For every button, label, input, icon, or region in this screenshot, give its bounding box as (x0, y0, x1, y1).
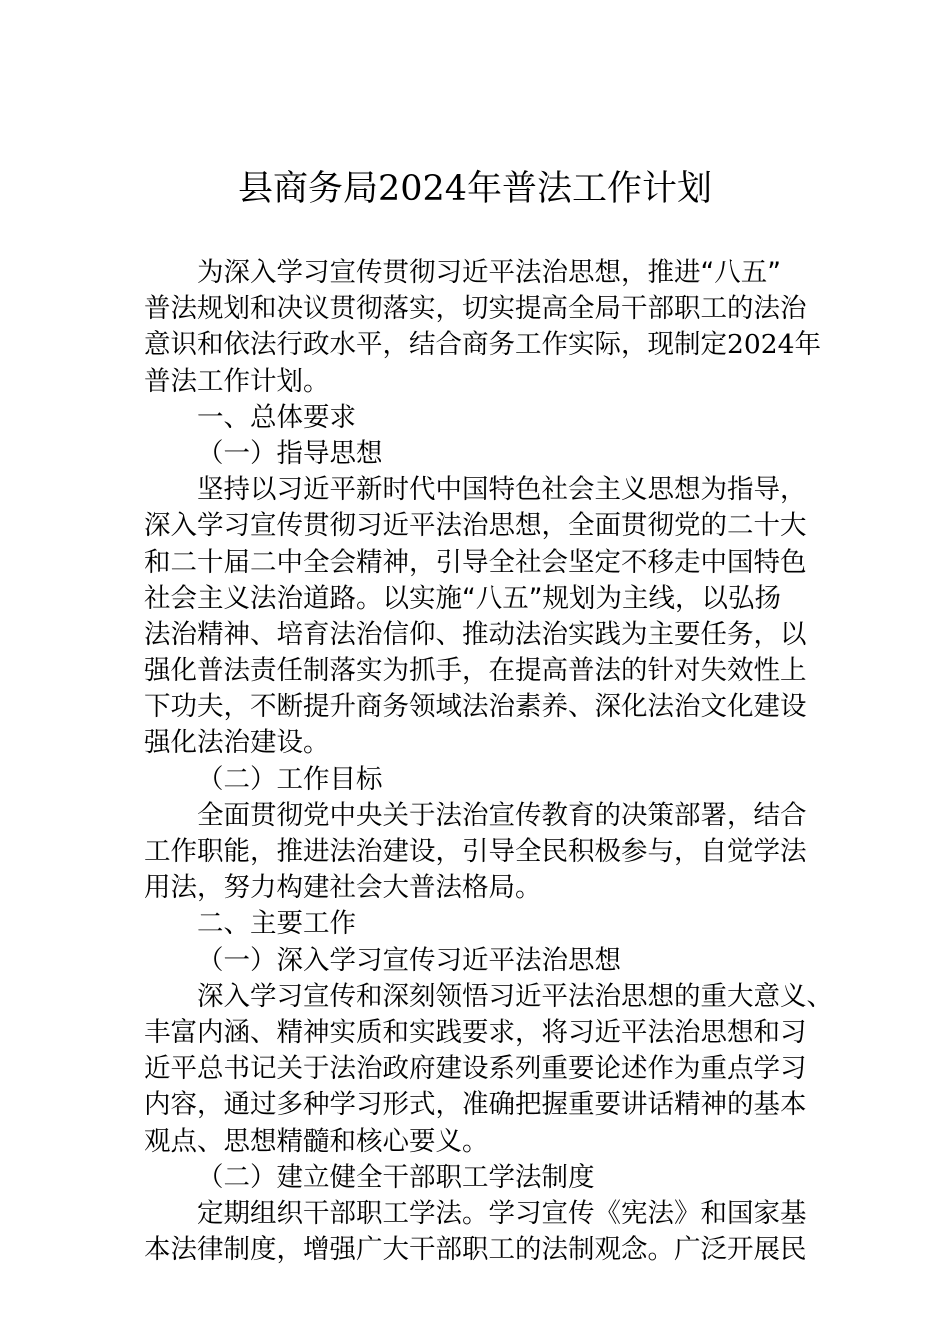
text-line: 一、总体要求 (197, 401, 356, 433)
text-line: 深入学习宣传和深刻领悟习近平法治思想的重大意义、 (197, 980, 833, 1012)
text-line: （二）工作目标 (197, 763, 383, 795)
text-line: 工作职能，推进法治建设，引导全民积极参与，自觉学法 (144, 836, 807, 867)
text-line: （二）建立健全干部职工学法制度 (197, 1161, 595, 1193)
text-line: 下功夫，不断提升商务领域法治素养、深化法治文化建设 (144, 691, 807, 723)
text-line: 普法工作计划。 (144, 365, 330, 397)
document-title: 县商务局2024年普法工作计划 (237, 169, 713, 209)
text-line: 和二十届二中全会精神，引导全社会坚定不移走中国特色 (144, 546, 807, 578)
text-line: 强化普法责任制落实为抓手，在提高普法的针对失效性上 (144, 655, 807, 687)
text-line: 全面贯彻党中央关于法治宣传教育的决策部署，结合 (197, 799, 807, 831)
document-body (144, 255, 833, 1268)
text-line: 社会主义法治道路。以实施“八五”规划为主线，以弘扬 (144, 582, 781, 614)
text-line: （一）深入学习宣传习近平法治思想 (197, 944, 621, 976)
text-line: 深入学习宣传贯彻习近平法治思想，全面贯彻党的二十大 (144, 510, 807, 542)
text-line: 坚持以习近平新时代中国特色社会主义思想为指导， (197, 474, 807, 506)
text-line: 内容，通过多种学习形式，准确把握重要讲话精神的基本 (144, 1089, 807, 1121)
text-line: 二、主要工作 (197, 908, 356, 940)
text-line: 本法律制度，增强广大干部职工的法制观念。广泛开展民 (144, 1234, 807, 1266)
text-line: 近平总书记关于法治政府建设系列重要论述作为重点学习 (144, 1053, 807, 1085)
text-line: 法治精神、培育法治信仰、推动法治实践为主要任务，以 (144, 618, 807, 650)
text-line: （一）指导思想 (197, 437, 383, 469)
text-line: 强化法治建设。 (144, 727, 330, 759)
text-line: 丰富内涵、精神实质和实践要求，将习近平法治思想和习 (144, 1016, 807, 1048)
text-line: 普法规划和决议贯彻落实，切实提高全局干部职工的法治 (144, 293, 807, 325)
text-line: 观点、思想精髓和核心要义。 (144, 1125, 489, 1157)
text-line: 定期组织干部职工学法。学习宣传《宪法》和国家基 (197, 1197, 807, 1229)
text-line: 意识和依法行政水平，结合商务工作实际，现制定2024年 (144, 329, 821, 361)
text-line: 为深入学习宣传贯彻习近平法治思想，推进“八五” (197, 257, 781, 288)
text-line: 用法，努力构建社会大普法格局。 (144, 872, 542, 904)
